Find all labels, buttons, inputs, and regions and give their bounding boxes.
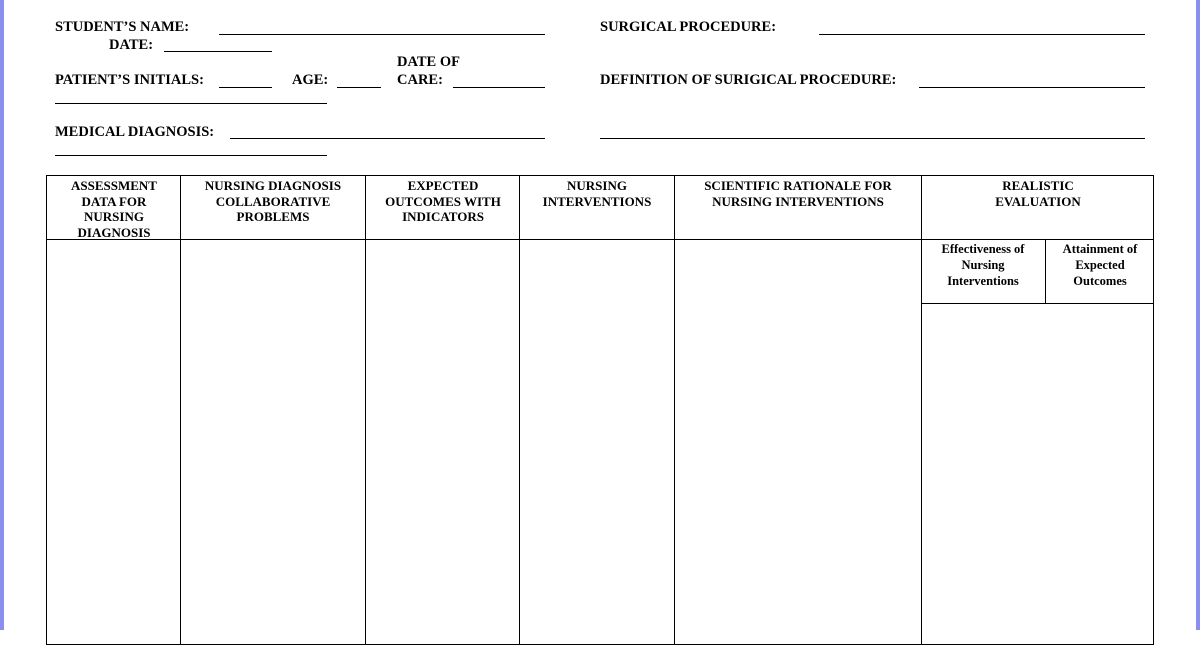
care-label: CARE: — [397, 72, 443, 88]
page-edge-right — [1196, 0, 1200, 630]
date-field[interactable] — [164, 51, 272, 52]
age-label: AGE: — [292, 72, 329, 88]
column-divider — [921, 176, 922, 644]
patient-initials-field[interactable] — [219, 87, 272, 88]
surgical-procedure-field[interactable] — [819, 34, 1145, 35]
evaluation-subheader-divider — [921, 303, 1153, 304]
date-of-care-field[interactable] — [453, 87, 545, 88]
subcolumn-header-attainment: Attainment of Expected Outcomes — [1062, 242, 1138, 288]
date-of-label: DATE OF — [397, 54, 460, 70]
age-field[interactable] — [337, 87, 381, 88]
column-header-nursing-diagnosis: NURSING DIAGNOSIS COLLABORATIVE PROBLEMS — [204, 178, 342, 224]
patient-info-continuation-line[interactable] — [55, 103, 327, 104]
evaluation-subcolumn-divider — [1045, 239, 1046, 303]
column-divider — [519, 176, 520, 644]
student-name-label: STUDENT’S NAME: — [55, 19, 190, 35]
date-label: DATE: — [109, 37, 154, 53]
column-header-assessment: ASSESSMENT DATA FOR NURSING DIAGNOSIS — [71, 178, 157, 240]
care-plan-table — [46, 175, 1154, 645]
subcolumn-header-effectiveness: Effectiveness of Nursing Interventions — [941, 242, 1025, 288]
column-header-realistic-evaluation: REALISTIC EVALUATION — [995, 178, 1081, 209]
surgical-procedure-label: SURGICAL PROCEDURE: — [600, 19, 777, 35]
medical-diagnosis-continuation-line[interactable] — [55, 155, 327, 156]
column-header-nursing-interventions: NURSING INTERVENTIONS — [542, 178, 652, 209]
column-divider — [180, 176, 181, 644]
column-divider — [674, 176, 675, 644]
patient-initials-label: PATIENT’S INITIALS: — [55, 72, 204, 88]
column-header-expected-outcomes: EXPECTED OUTCOMES WITH INDICATORS — [385, 178, 501, 224]
column-divider — [365, 176, 366, 644]
medical-diagnosis-label: MEDICAL DIAGNOSIS: — [55, 124, 215, 140]
medical-diagnosis-field[interactable] — [230, 138, 545, 139]
page-edge-left — [0, 0, 4, 630]
definition-label: DEFINITION OF SURIGICAL PROCEDURE: — [600, 72, 897, 88]
definition-continuation-line[interactable] — [600, 138, 1145, 139]
student-name-field[interactable] — [219, 34, 545, 35]
column-header-scientific-rationale: SCIENTIFIC RATIONALE FOR NURSING INTERVENTIONS — [704, 178, 892, 209]
definition-field[interactable] — [919, 87, 1145, 88]
header-row-divider — [47, 239, 1153, 240]
